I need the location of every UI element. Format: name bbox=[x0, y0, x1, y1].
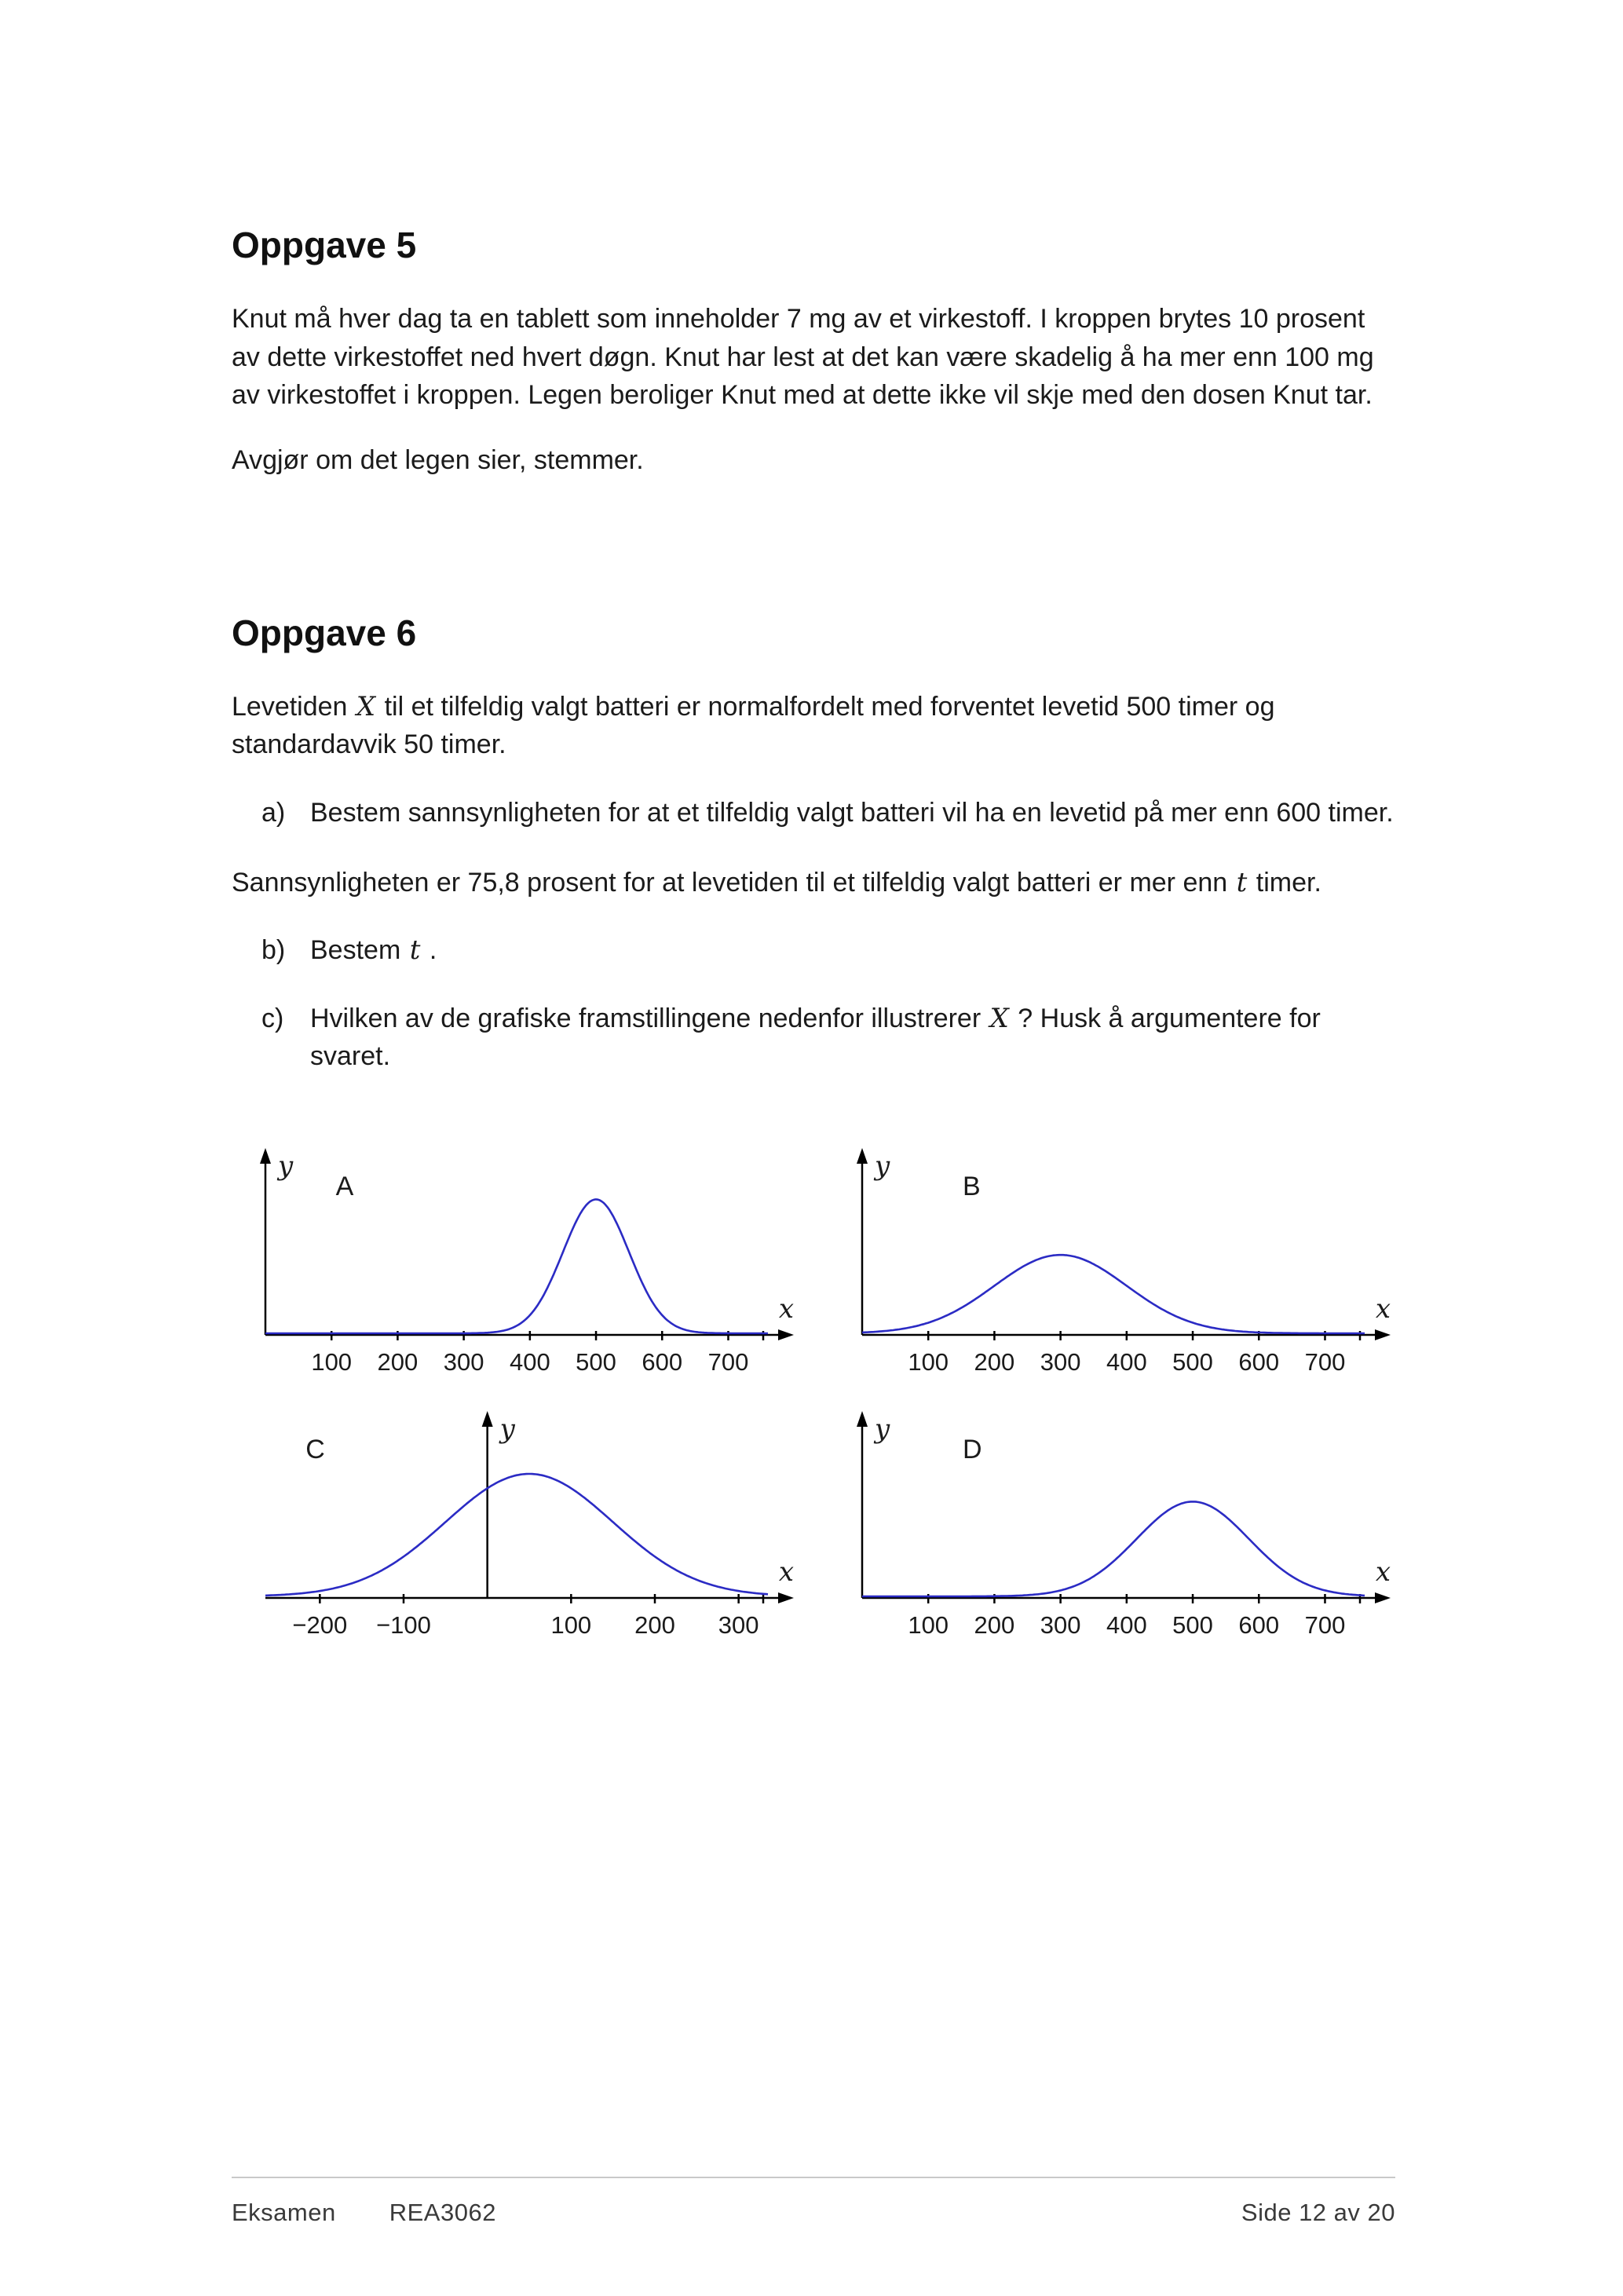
svg-text:200: 200 bbox=[634, 1611, 675, 1640]
section-oppgave-5 bbox=[232, 224, 1394, 480]
text-run: Hvilken av de grafiske framstillingene nedenfor illustrerer bbox=[310, 1003, 981, 1033]
svg-text:200: 200 bbox=[974, 1348, 1015, 1377]
svg-text:A: A bbox=[335, 1172, 354, 1202]
item-b-text bbox=[310, 931, 1394, 970]
svg-text:700: 700 bbox=[1304, 1611, 1346, 1640]
svg-text:x: x bbox=[1375, 1293, 1391, 1325]
text-run: ? Husk å argumentere for svaret. bbox=[310, 1003, 1321, 1072]
oppgave-5-body: Knut må hver dag ta en tablett som inneholder 7 mg av et virkestoff. I kroppen brytes 10 prosent av dette virkestoffet ned hvert døgn. Knut har lest at det kan være skadelig å ha mer enn 100 mg av virkestoffet i kroppen. Legen beroliger Knut med at dette ikke vil skje med den dosen Knut tar. bbox=[232, 304, 1374, 411]
chart-svg-D bbox=[850, 1402, 1400, 1641]
item-c-label: c) bbox=[261, 1003, 284, 1033]
svg-text:y: y bbox=[499, 1413, 515, 1446]
svg-text:x: x bbox=[778, 1556, 794, 1589]
text-run: . bbox=[429, 935, 437, 966]
oppgave-5-followup: Avgjør om det legen sier, stemmer. bbox=[232, 445, 644, 476]
svg-text:500: 500 bbox=[576, 1348, 616, 1377]
chart-C bbox=[254, 1402, 803, 1641]
item-c bbox=[232, 1000, 1394, 1076]
footer-divider bbox=[232, 2177, 1395, 2178]
svg-text:y: y bbox=[875, 1413, 890, 1446]
text-run: Sannsynligheten er 75,8 prosent for at levetiden til et tilfeldig valgt batteri er mer enn bbox=[232, 867, 1228, 898]
svg-text:300: 300 bbox=[1040, 1611, 1081, 1640]
svg-text:300: 300 bbox=[443, 1348, 484, 1377]
svg-text:y: y bbox=[278, 1150, 294, 1183]
svg-text:400: 400 bbox=[509, 1348, 550, 1377]
footer-row bbox=[232, 2199, 1395, 2227]
svg-text:300: 300 bbox=[1040, 1348, 1081, 1377]
svg-text:x: x bbox=[778, 1293, 794, 1325]
math-var-t: t bbox=[409, 934, 421, 967]
oppgave-6-intro bbox=[232, 688, 1394, 764]
item-c-text bbox=[310, 1000, 1394, 1076]
section-oppgave-6 bbox=[232, 612, 1394, 1641]
text-run: Levetiden bbox=[232, 691, 348, 722]
svg-text:700: 700 bbox=[1304, 1348, 1346, 1377]
svg-text:600: 600 bbox=[1238, 1348, 1280, 1377]
item-b bbox=[232, 931, 1394, 970]
chart-A bbox=[254, 1139, 803, 1378]
math-var-X: X bbox=[989, 1002, 1009, 1034]
svg-text:500: 500 bbox=[1172, 1348, 1213, 1377]
svg-text:400: 400 bbox=[1106, 1611, 1147, 1640]
charts-grid bbox=[254, 1139, 1394, 1641]
text-run: Bestem bbox=[310, 935, 401, 966]
text-run: til et tilfeldig valgt batteri er normalfordelt med forventet levetid 500 timer og standardavvik 50 timer. bbox=[232, 691, 1275, 760]
svg-text:D: D bbox=[963, 1435, 982, 1465]
math-var-X: X bbox=[356, 690, 376, 722]
svg-text:C: C bbox=[305, 1435, 325, 1465]
footer-exam-label: Eksamen bbox=[232, 2199, 336, 2226]
svg-text:600: 600 bbox=[1238, 1611, 1280, 1640]
svg-text:600: 600 bbox=[642, 1348, 683, 1377]
oppgave-6-between bbox=[232, 864, 1394, 902]
svg-text:y: y bbox=[875, 1150, 890, 1183]
svg-text:x: x bbox=[1375, 1556, 1391, 1589]
item-a-label: a) bbox=[261, 798, 286, 828]
oppgave-6-title: Oppgave 6 bbox=[232, 612, 417, 653]
svg-text:100: 100 bbox=[908, 1611, 949, 1640]
svg-text:100: 100 bbox=[550, 1611, 592, 1640]
footer-exam-code: REA3062 bbox=[389, 2199, 496, 2226]
svg-text:500: 500 bbox=[1172, 1611, 1213, 1640]
svg-text:300: 300 bbox=[718, 1611, 759, 1640]
svg-text:B: B bbox=[963, 1172, 981, 1202]
footer-page-number: Side 12 av 20 bbox=[1241, 2199, 1395, 2226]
svg-text:200: 200 bbox=[377, 1348, 419, 1377]
footer-left bbox=[232, 2199, 496, 2227]
chart-D bbox=[850, 1402, 1400, 1641]
oppgave-5-title: Oppgave 5 bbox=[232, 225, 417, 265]
chart-svg-A bbox=[254, 1139, 803, 1378]
svg-text:100: 100 bbox=[908, 1348, 949, 1377]
chart-svg-C bbox=[254, 1402, 803, 1641]
svg-text:700: 700 bbox=[707, 1348, 749, 1377]
text-run: timer. bbox=[1256, 867, 1321, 898]
item-a-text: Bestem sannsynligheten for at et tilfeldig valgt batteri vil ha en levetid på mer enn 600 timer. bbox=[310, 798, 1394, 828]
svg-text:400: 400 bbox=[1106, 1348, 1147, 1377]
item-a bbox=[232, 794, 1394, 832]
svg-text:−100: −100 bbox=[376, 1611, 431, 1640]
chart-B bbox=[850, 1139, 1400, 1378]
svg-text:100: 100 bbox=[311, 1348, 353, 1377]
item-b-label: b) bbox=[261, 935, 286, 966]
svg-text:−200: −200 bbox=[292, 1611, 348, 1640]
math-var-t: t bbox=[1236, 866, 1248, 898]
page-footer bbox=[232, 2177, 1395, 2227]
chart-svg-B bbox=[850, 1139, 1400, 1378]
svg-text:200: 200 bbox=[974, 1611, 1015, 1640]
